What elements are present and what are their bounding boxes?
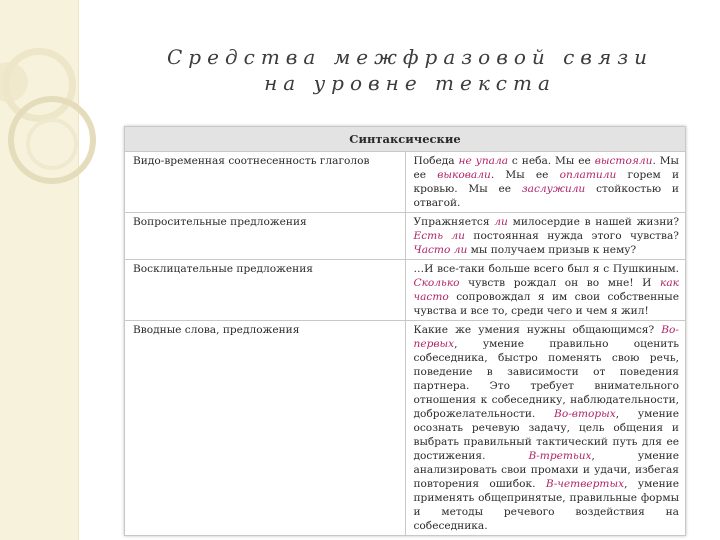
highlighted-phrase: как часто (413, 277, 679, 303)
highlighted-phrase: Во-первых (413, 324, 679, 350)
example-text: , умение правильно оценить собеседника, быстро поменять свою речь, поведение в зависимости от поведения партнера. Это требует внимательного отношения к собеседнику, наблюдательности, доброжелательности. (413, 338, 679, 420)
highlighted-phrase: заслужили (521, 183, 586, 195)
highlighted-phrase: не упала (458, 155, 509, 167)
example-text: мы получаем призыв к нему? (467, 244, 637, 256)
table-row (125, 152, 686, 213)
example-text: постоянная нужда этого чувства? (464, 230, 679, 242)
example-cell (405, 321, 686, 536)
highlighted-phrase: выстояли (594, 155, 653, 167)
table-header: Синтаксические (125, 127, 686, 152)
highlighted-phrase: Сколько (413, 277, 460, 289)
highlighted-phrase: оплатили (559, 169, 617, 181)
highlighted-phrase: выковали (437, 169, 491, 181)
category-cell: Вопросительные предложения (125, 213, 406, 260)
category-cell: Вводные слова, предложения (125, 321, 406, 536)
example-text: стойкостью и отвагой. (413, 183, 679, 209)
table-row (125, 260, 686, 321)
highlighted-phrase: ли (494, 216, 508, 228)
example-text: милосердие в нашей жизни? (507, 216, 679, 228)
highlighted-phrase: В-четвертых (545, 478, 625, 490)
example-cell (405, 152, 686, 213)
example-text: . Мы ее (413, 155, 679, 181)
table-header-row (125, 127, 686, 152)
decorative-ring (26, 118, 78, 170)
example-cell (405, 213, 686, 260)
example-text: горем и кровью. Мы ее (413, 169, 679, 195)
example-text: , умение анализировать свои промахи и удачи, избегая повторения ошибок. (413, 450, 680, 490)
decorative-side-strip (0, 0, 79, 540)
example-text: с неба. Мы ее (508, 155, 595, 167)
table-body (125, 152, 686, 536)
example-text: сопровождал я им свои собственные чувства и все то, среди чего и чем я жил! (413, 291, 679, 317)
example-text: …И все-таки больше всего был я с Пушкиным. (413, 263, 679, 275)
example-text: чувств рождал он во мне! И (459, 277, 661, 289)
table-row (125, 321, 686, 536)
example-cell (405, 260, 686, 321)
slide-title (120, 44, 700, 96)
highlighted-phrase: В-третьих (528, 450, 592, 462)
category-cell: Видо-временная соотнесенность глаголов (125, 152, 406, 213)
highlighted-phrase: Во-вторых (554, 408, 616, 420)
example-text: Упражняется (413, 216, 495, 228)
slide-title-line-2: на уровне текста (264, 71, 556, 95)
table-row (125, 213, 686, 260)
slide-title-line-1: Средства межфразовой связи (167, 45, 653, 69)
example-text: . Мы ее (490, 169, 560, 181)
highlighted-phrase: Есть ли (413, 230, 465, 242)
syntactic-means-table (124, 126, 686, 536)
category-cell: Восклицательные предложения (125, 260, 406, 321)
example-text: Какие же умения нужны общающимся? (413, 324, 662, 336)
example-text: Победа (413, 155, 459, 167)
example-text: , умение осознать речевую задачу, цель общения и выбрать правильный тактический путь для ее достижения. (413, 408, 679, 462)
example-text: , умение применять общепринятые, правильные формы и методы речевого воздействия на собеседника. (413, 478, 680, 532)
highlighted-phrase: Часто ли (413, 244, 468, 256)
